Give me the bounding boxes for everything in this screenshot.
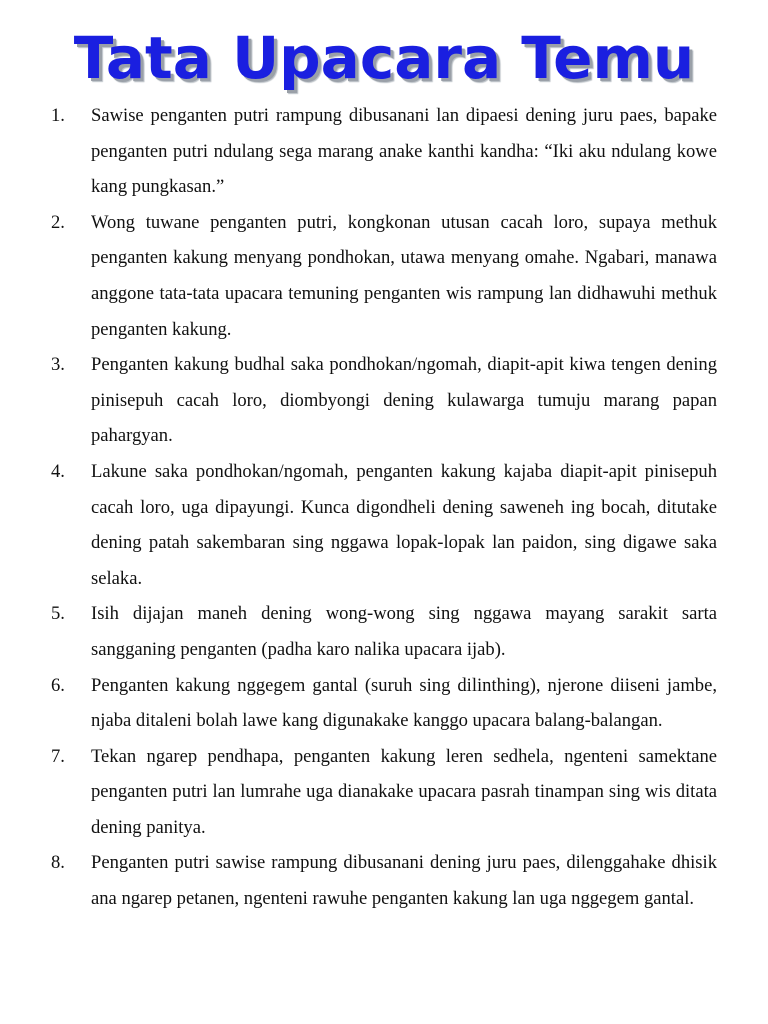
list-item-text: Isih dijajan maneh dening wong-wong sing nggawa mayang sarakit sarta sangganing penganten (padha karo nalika upacara ijab). xyxy=(91,603,717,660)
list-item xyxy=(0,98,768,205)
list-item xyxy=(0,739,768,846)
list-item-text: Penganten kakung nggegem gantal (suruh sing dilinthing), njerone diiseni jambe, njaba ditaleni bolah lawe kang digunakake kanggo upacara balang-balangan. xyxy=(91,674,717,732)
list-item-number: 7. xyxy=(51,745,65,767)
list-item-number: 2. xyxy=(51,211,65,233)
list-item xyxy=(0,347,768,454)
list-item-text: Wong tuwane penganten putri, kongkonan utusan cacah loro, supaya methuk penganten kakung menyang pondhokan, utawa menyang omahe. Ngabari, manawa anggone tata-tata upacara temuning penganten wis rampung lan didhawuhi methuk penganten kakung. xyxy=(91,211,717,340)
list-item-number: 1. xyxy=(51,105,65,126)
list-item-number: 5. xyxy=(51,603,65,625)
list-item-number: 3. xyxy=(51,354,65,376)
list-item xyxy=(0,205,768,347)
page-title: Tata Upacara Temu xyxy=(73,24,695,92)
list-item xyxy=(0,454,768,596)
list-item xyxy=(0,668,768,739)
list-item-text: Sawise penganten putri rampung dibusanani lan dipaesi dening juru paes, bapake penganten putri ndulang sega marang anake kanthi kandha: “Iki aku ndulang kowe kang pungkasan.” xyxy=(91,105,717,198)
list-item xyxy=(0,845,768,916)
list-item-text: Penganten putri sawise rampung dibusanani dening juru paes, dilenggahake dhisik ana ngarep petanen, ngenteni rawuhe penganten kakung lan uga nggegem gantal. xyxy=(91,852,717,910)
numbered-list xyxy=(0,98,768,917)
list-item-text: Tekan ngarep pendhapa, penganten kakung leren sedhela, ngenteni samektane penganten putri lan lumrahe uga dianakake upacara pasrah tinampan sing wis ditata dening panitya. xyxy=(91,745,717,838)
list-item xyxy=(0,596,768,667)
list-item-number: 4. xyxy=(51,460,65,482)
list-item-number: 8. xyxy=(51,852,65,874)
list-item-number: 6. xyxy=(51,674,65,696)
list-item-text: Lakune saka pondhokan/ngomah, penganten kakung kajaba diapit-apit pinisepuh cacah loro, uga dipayungi. Kunca digondheli dening saweneh ing bocah, ditutake dening patah sakembaran sing nggawa lopak-lopak lan paidon, sing digawe saka selaka. xyxy=(91,460,717,589)
list-item-text: Penganten kakung budhal saka pondhokan/ngomah, diapit-apit kiwa tengen dening pinisepuh cacah loro, diombyongi dening kulawarga tumuju marang papan pahargyan. xyxy=(91,354,717,447)
